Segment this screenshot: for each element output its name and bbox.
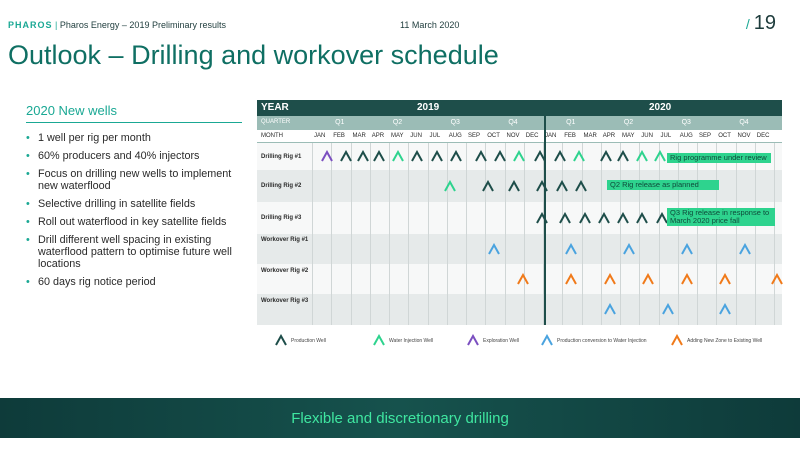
grid-line [582,143,583,325]
well-marker-icon [681,243,693,255]
well-marker-icon [411,150,423,162]
month-label-item: JUL [429,133,441,139]
grid-line [466,143,467,325]
grid-line [351,143,352,325]
well-marker-icon [739,243,751,255]
well-marker-icon [636,150,648,162]
quarter-label-item: Q2 [392,119,403,126]
page-slash: / [745,16,750,32]
note-rig-2: Q2 Rig release as planned [607,180,719,190]
legend-marker-icon [373,334,385,346]
well-marker-icon [431,150,443,162]
well-marker-icon [719,273,731,285]
quarter-label-item: Q3 [681,119,691,126]
well-marker-icon [450,150,462,162]
well-marker-icon [357,150,369,162]
quarter-label-item: Q4 [739,119,749,126]
grid-line [389,143,390,325]
grid-line [736,143,737,325]
month-label-item: FEB [564,133,576,139]
well-marker-icon [662,303,674,315]
header-date: 11 March 2020 [400,20,460,30]
legend-label: Water Injection Well [389,338,434,344]
header-bar [8,20,226,30]
well-marker-icon [636,212,648,224]
month-label-item: JUN [410,133,422,139]
footer-banner [0,398,800,438]
grid-line [428,143,429,325]
well-marker-icon [534,150,546,162]
month-label-item: AUG [679,133,693,139]
month-label-item: JAN [314,133,326,139]
grid-line [620,143,621,325]
drilling-schedule [257,100,782,325]
row-label-drilling-rig-2: Drilling Rig #2 [261,183,302,189]
row-label-drilling-rig-1: Drilling Rig #1 [261,154,302,160]
well-marker-icon [536,180,548,192]
month-label-item: OCT [487,133,500,139]
row-band [257,294,782,325]
month-label-item: MAR [583,133,597,139]
well-marker-icon [600,150,612,162]
month-label: MONTH [261,133,283,139]
well-marker-icon [321,150,333,162]
grid-line [312,143,313,325]
row-label-drilling-rig-3: Drilling Rig #3 [261,215,302,221]
well-marker-icon [617,212,629,224]
month-label-item: DEC [756,133,770,139]
grid-line [659,143,660,325]
well-marker-icon [617,150,629,162]
grid-line [331,143,332,325]
list-item: • Selective drilling in satellite fields [26,198,196,210]
grid-line [524,143,525,325]
well-marker-icon [573,150,585,162]
well-marker-icon [565,273,577,285]
year-2019: 2019 [417,102,440,113]
company-logo: PHAROS [8,20,53,30]
month-label-item: MAY [622,133,635,139]
page-number [746,12,776,35]
page-number-value: 19 [753,12,776,34]
month-label-item: APR [371,133,385,139]
month-label-item: SEP [468,133,481,139]
month-label-item: FEB [333,133,345,139]
month-label-item: MAY [391,133,404,139]
well-marker-icon [681,273,693,285]
month-label-item: JUL [660,133,672,139]
well-marker-icon [556,180,568,192]
grid-line [697,143,698,325]
grid-line [562,143,563,325]
quarter-label: QUARTER [261,119,291,125]
well-marker-icon [623,243,635,255]
grid-line [639,143,640,325]
quarter-label-item: Q1 [566,119,576,126]
new-wells-heading: 2020 New wells [26,103,242,123]
well-marker-icon [559,212,571,224]
well-marker-icon [513,150,525,162]
month-label-item: JUN [641,133,653,139]
grid-line [370,143,371,325]
row-label-workover-rig-2: Workover Rig #2 [261,268,309,274]
year-label: YEAR [261,102,289,113]
well-marker-icon [475,150,487,162]
legend-marker-icon [541,334,553,346]
month-label-item: NOV [506,133,520,139]
row-label-workover-rig-1: Workover Rig #1 [261,237,309,243]
well-marker-icon [719,303,731,315]
footer-text: Flexible and discretionary drilling [291,410,509,427]
list-item: • Drill different well spacing in existing waterflood pattern to optimise future well locations [26,234,232,270]
list-item: • 1 well per rig per month [26,132,151,144]
list-item: • Roll out waterflood in key satellite fields [26,216,227,228]
list-item: • Focus on drilling new wells to implement new waterflood [26,168,232,192]
row-label-workover-rig-3: Workover Rig #3 [261,298,309,304]
schedule-legend [275,334,775,348]
month-label-item: MAR [352,133,366,139]
month-label-item: JAN [545,133,557,139]
note-rig-1: Rig programme under review [667,153,771,163]
legend-label: Adding New Zone to Existing Well [687,338,763,344]
grid-line [447,143,448,325]
well-marker-icon [604,273,616,285]
well-marker-icon [340,150,352,162]
well-marker-icon [654,150,666,162]
well-marker-icon [392,150,404,162]
grid-line [408,143,409,325]
new-wells-panel [26,103,242,294]
slide-title: Outlook – Drilling and workover schedule [8,40,499,70]
month-label-item: OCT [718,133,731,139]
grid-line [505,143,506,325]
well-marker-icon [373,150,385,162]
row-band [257,234,782,264]
new-wells-list [26,132,242,288]
well-marker-icon [494,150,506,162]
well-marker-icon [482,180,494,192]
legend-marker-icon [671,334,683,346]
well-marker-icon [579,212,591,224]
quarter-label-item: Q3 [450,119,460,126]
legend-marker-icon [275,334,287,346]
grid-line [678,143,679,325]
list-item: • 60% producers and 40% injectors [26,150,200,162]
list-item: • 60 days rig notice period [26,276,156,288]
well-marker-icon [536,212,548,224]
grid-line [485,143,486,325]
legend-label: Production Well [291,338,326,344]
grid-line [601,143,602,325]
header-subtitle: Pharos Energy – 2019 Preliminary results [59,20,226,30]
year-2020: 2020 [649,102,672,113]
month-label-item: APR [602,133,616,139]
month-label-item: SEP [699,133,712,139]
well-marker-icon [517,273,529,285]
well-marker-icon [444,180,456,192]
well-marker-icon [575,180,587,192]
month-label-item: DEC [525,133,539,139]
well-marker-icon [508,180,520,192]
well-marker-icon [565,243,577,255]
well-marker-icon [598,212,610,224]
quarter-label-item: Q1 [335,119,345,126]
legend-label: Production conversion to Water Injection [557,338,647,344]
well-marker-icon [656,212,668,224]
year-header [257,100,782,116]
header-separator: | [55,20,58,30]
legend-marker-icon [467,334,479,346]
well-marker-icon [554,150,566,162]
well-marker-icon [488,243,500,255]
month-label-item: NOV [737,133,751,139]
quarter-label-item: Q2 [623,119,634,126]
grid-line [716,143,717,325]
grid-line [774,143,775,325]
well-marker-icon [604,303,616,315]
well-marker-icon [642,273,654,285]
grid-line [755,143,756,325]
month-label-item: AUG [448,133,462,139]
well-marker-icon [771,273,783,285]
legend-label: Exploration Well [483,338,520,344]
quarter-label-item: Q4 [508,119,518,126]
note-rig-3: Q3 Rig release in response to March 2020 price fall [667,208,775,226]
